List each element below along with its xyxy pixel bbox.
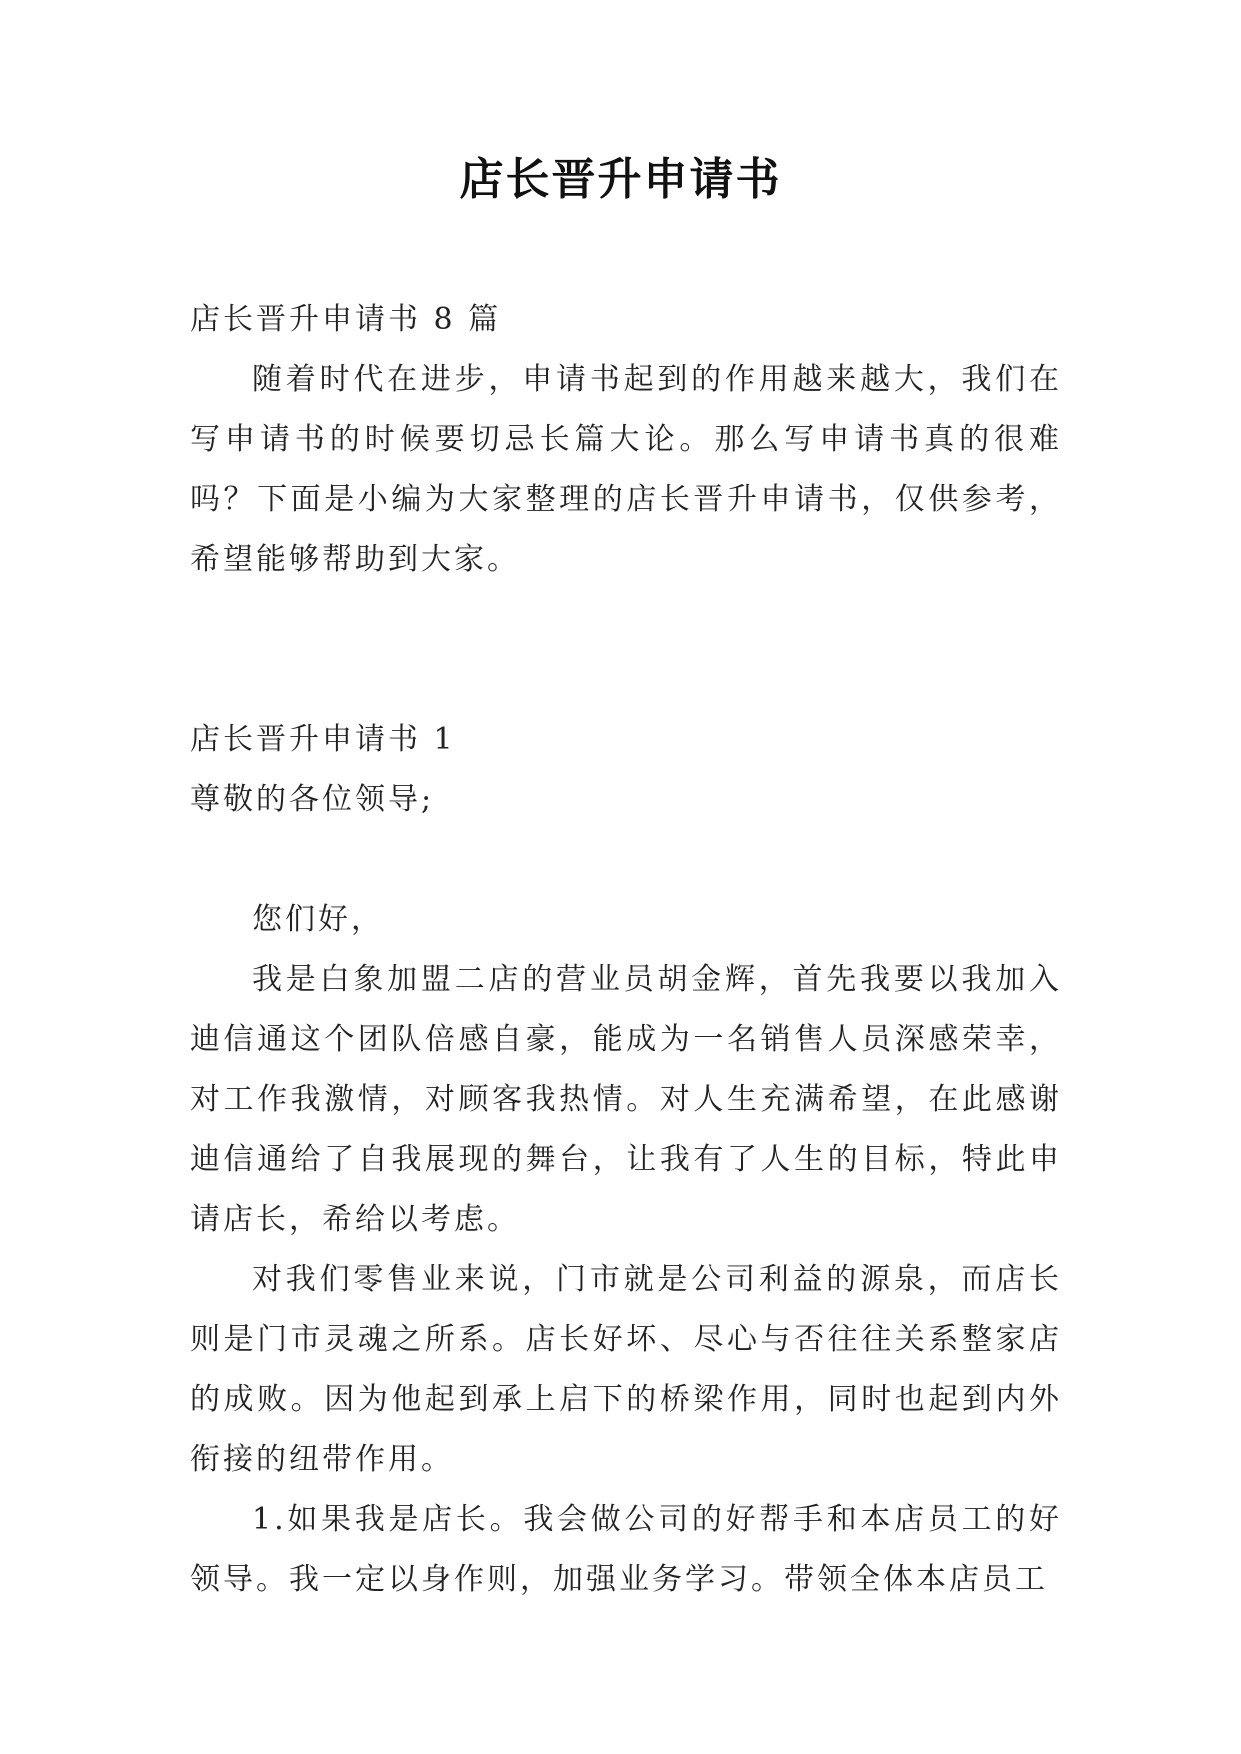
intro-paragraph: 随着时代在进步，申请书起到的作用越来越大，我们在写申请书的时候要切忌长篇大论。那么写申请书真的很难吗？下面是小编为大家整理的店长晋升申请书，仅供参考，希望能够帮助到大家。 xyxy=(190,362,1062,577)
spacer xyxy=(190,830,1062,890)
spacer xyxy=(190,590,1062,710)
document-body xyxy=(190,290,1062,1610)
page-title: 店长晋升申请书 xyxy=(459,154,782,205)
section-heading: 店长晋升申请书 1 xyxy=(190,722,456,757)
body-paragraph-2: 对我们零售业来说，门市就是公司利益的源泉，而店长则是门市灵魂之所系。店长好坏、尽心与否往往关系整家店的成败。因为他起到承上启下的桥梁作用，同时也起到内外衔接的纽带作用。 xyxy=(190,1262,1062,1477)
body-paragraph-1: 我是白象加盟二店的营业员胡金辉，首先我要以我加入迪信通这个团队倍感自豪，能成为一名销售人员深感荣幸，对工作我激情，对顾客我热情。对人生充满希望，在此感谢迪信通给了自我展现的舞台，让我有了人生的目标，特此申请店长，希给以考虑。 xyxy=(190,962,1062,1237)
body-paragraph-3: 1.如果我是店长。我会做公司的好帮手和本店员工的好领导。我一定以身作则，加强业务学习。带领全体本店员工 xyxy=(190,1502,1062,1597)
greeting: 您们好， xyxy=(252,902,384,937)
document-subtitle: 店长晋升申请书 8 篇 xyxy=(190,302,502,337)
salutation: 尊敬的各位领导; xyxy=(190,782,435,817)
